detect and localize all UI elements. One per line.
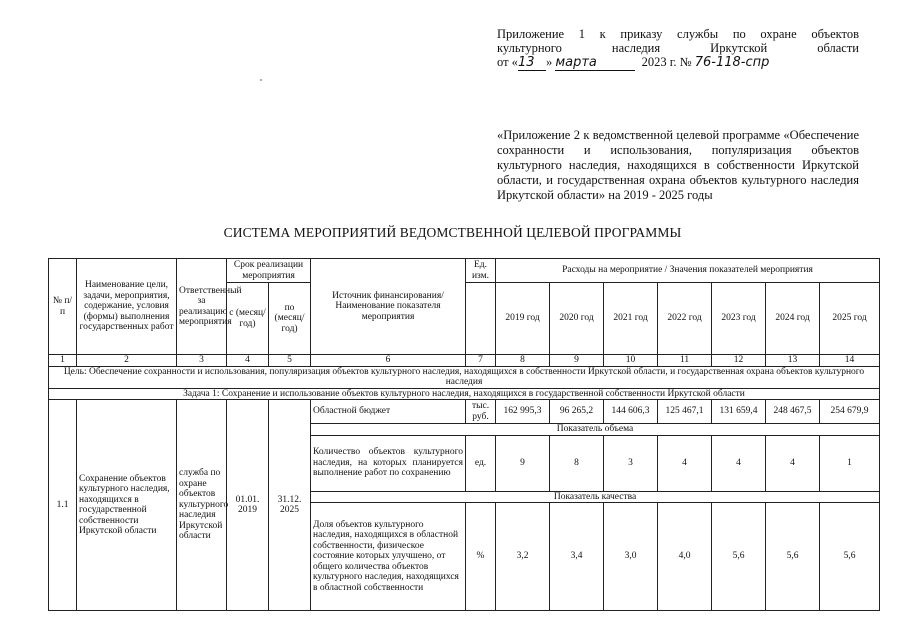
- quality-value: 3,0: [604, 503, 658, 611]
- annex1-date-line: [497, 55, 859, 71]
- column-number: 12: [712, 355, 766, 367]
- header-year: 2025 год: [820, 283, 880, 355]
- annex1-heading: [497, 27, 859, 71]
- column-number: 9: [550, 355, 604, 367]
- budget-value: 96 265,2: [550, 400, 604, 424]
- header-resp: Ответственный за реализацию мероприятия: [177, 259, 227, 355]
- column-number: 7: [466, 355, 496, 367]
- task-row: Задача 1: Сохранение и использование объектов культурного наследия, находящихся в государственной собственности Иркутской области: [49, 388, 880, 400]
- row-number: 1.1: [49, 400, 77, 611]
- budget-value: 144 606,3: [604, 400, 658, 424]
- header-year: 2023 год: [712, 283, 766, 355]
- column-number: 11: [658, 355, 712, 367]
- quality-value: 5,6: [820, 503, 880, 611]
- scan-speck: [260, 79, 262, 81]
- date-prefix: от «: [497, 55, 518, 69]
- date-mid: »: [545, 55, 553, 69]
- quality-value: 3,2: [496, 503, 550, 611]
- header-year: 2021 год: [604, 283, 658, 355]
- column-number: 3: [177, 355, 227, 367]
- responsible-body: служба по охране объектов культурного наследия Иркутской области: [177, 400, 227, 611]
- header-source: Источник финансирования/ Наименование показателя мероприятия: [311, 259, 466, 355]
- header-year: 2020 год: [550, 283, 604, 355]
- header-year: 2022 год: [658, 283, 712, 355]
- quality-indicator-name: Доля объектов культурного наследия, находящихся в областной собственности, физическое состояние которых улучшено, от общего количества объектов культурного наследия, находящихся в областной собственности: [311, 503, 466, 611]
- volume-unit: ед.: [466, 435, 496, 491]
- header-expenses: Расходы на мероприятие / Значения показателей мероприятия: [496, 259, 880, 283]
- handwritten-month: марта: [555, 56, 635, 71]
- column-number: 13: [766, 355, 820, 367]
- column-number: 8: [496, 355, 550, 367]
- column-number: 4: [227, 355, 269, 367]
- header-num: № п/п: [49, 259, 77, 355]
- quality-unit: %: [466, 503, 496, 611]
- header-to: по (месяц/год): [269, 283, 311, 355]
- budget-source: Областной бюджет: [311, 400, 466, 424]
- volume-value: 1: [820, 435, 880, 491]
- measures-table: [48, 258, 880, 611]
- header-unit-empty: [466, 283, 496, 355]
- volume-value: 4: [766, 435, 820, 491]
- header-year: 2024 год: [766, 283, 820, 355]
- annex1-line1: Приложение 1 к приказу службы по охране объектов: [497, 27, 859, 41]
- budget-value: 131 659,4: [712, 400, 766, 424]
- budget-value: 125 467,1: [658, 400, 712, 424]
- term-from: 01.01. 2019: [227, 400, 269, 611]
- measure-name: Сохранение объектов культурного наследия, находящихся в государственной собственности Иркутской области: [77, 400, 177, 611]
- quality-value: 5,6: [766, 503, 820, 611]
- header-term: Срок реализации мероприятия: [227, 259, 311, 283]
- date-year: 2023 г. №: [641, 55, 692, 69]
- header-from: с (месяц/год): [227, 283, 269, 355]
- volume-indicator-name: Количество объектов культурного наследия, на которых планируется выполнение работ по сохранению: [311, 435, 466, 491]
- annex1-line2: культурного наследия Иркутской области: [497, 41, 859, 55]
- volume-value: 3: [604, 435, 658, 491]
- budget-unit: тыс. руб.: [466, 400, 496, 424]
- volume-value: 4: [658, 435, 712, 491]
- column-number: 1: [49, 355, 77, 367]
- budget-value: 248 467,5: [766, 400, 820, 424]
- volume-header: Показатель объема: [311, 424, 880, 436]
- header-name: Наименование цели, задачи, мероприятия, содержание, условия (формы) выполнения государственных работ: [77, 259, 177, 355]
- column-number: 6: [311, 355, 466, 367]
- quality-value: 4,0: [658, 503, 712, 611]
- handwritten-number: 76-118-спр: [694, 55, 770, 70]
- quality-value: 3,4: [550, 503, 604, 611]
- term-to: 31.12. 2025: [269, 400, 311, 611]
- header-unit: Ед. изм.: [466, 259, 496, 283]
- volume-value: 9: [496, 435, 550, 491]
- volume-value: 4: [712, 435, 766, 491]
- quality-value: 5,6: [712, 503, 766, 611]
- handwritten-day: 13: [518, 56, 546, 71]
- goal-row: Цель: Обеспечение сохранности и использования, популяризация объектов культурного наследия, находящихся в собственности Иркутской области, и государственная охрана объектов культурного наследия: [49, 366, 880, 388]
- column-number: 2: [77, 355, 177, 367]
- column-number: 14: [820, 355, 880, 367]
- document-title: СИСТЕМА МЕРОПРИЯТИЙ ВЕДОМСТВЕННОЙ ЦЕЛЕВОЙ ПРОГРАММЫ: [223, 225, 682, 240]
- quality-header: Показатель качества: [311, 491, 880, 503]
- header-year: 2019 год: [496, 283, 550, 355]
- budget-value: 254 679,9: [820, 400, 880, 424]
- column-number: 10: [604, 355, 658, 367]
- column-number: 5: [269, 355, 311, 367]
- annex2-heading: «Приложение 2 к ведомственной целевой программе «Обеспечение сохранности и использования, популяризация объектов культурного наследия, находящихся в собственности Иркутской области, и государственная охрана объектов культурного наследия Иркутской области» на 2019 - 2025 годы: [497, 128, 859, 202]
- volume-value: 8: [550, 435, 604, 491]
- budget-value: 162 995,3: [496, 400, 550, 424]
